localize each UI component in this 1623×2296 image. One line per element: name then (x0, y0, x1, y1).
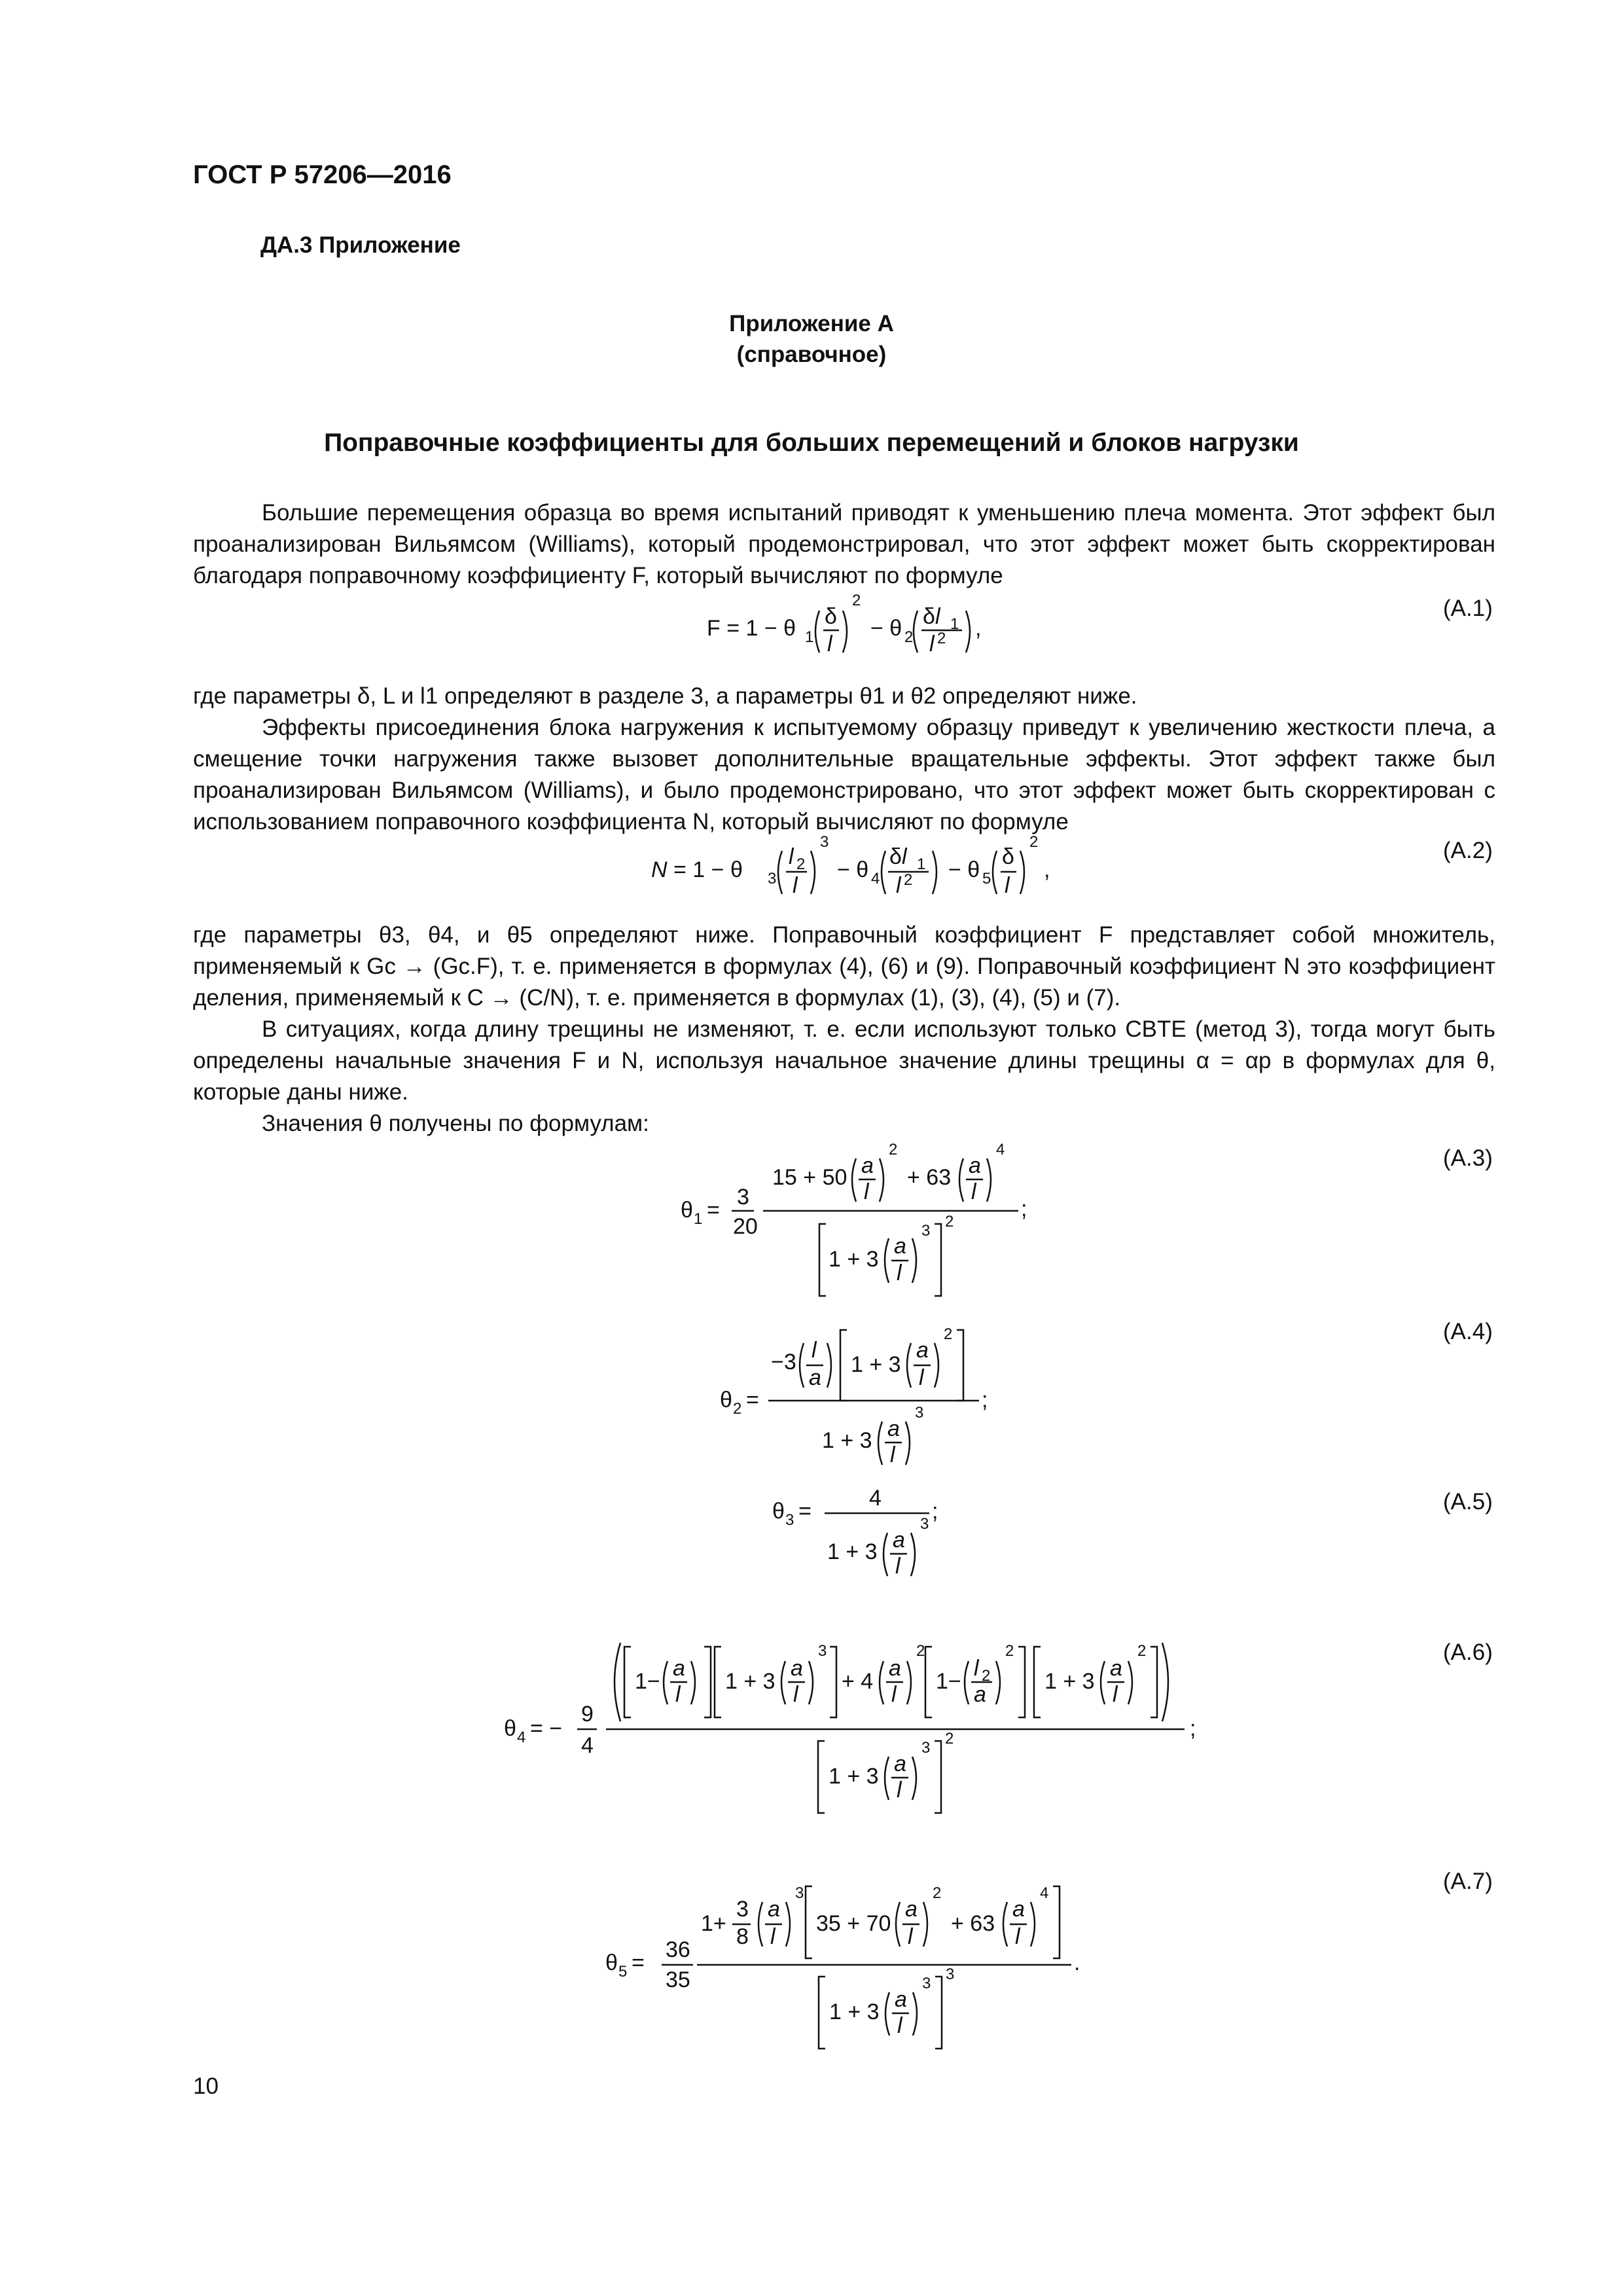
svg-text:;: ; (932, 1499, 938, 1524)
equation-a1 (707, 592, 1047, 677)
svg-text:l: l (1015, 1924, 1020, 1949)
svg-text:2: 2 (1029, 833, 1039, 851)
svg-text:l: l (1113, 1682, 1118, 1707)
svg-text:3: 3 (820, 833, 829, 851)
appendix-name: Приложение А (729, 311, 894, 336)
svg-text:4: 4 (869, 1486, 882, 1511)
svg-text:9: 9 (581, 1702, 594, 1727)
svg-text:3: 3 (795, 1884, 804, 1902)
svg-text:− θ: − θ (837, 857, 869, 882)
svg-text:l: l (890, 1443, 895, 1467)
svg-text:− θ: − θ (870, 616, 902, 641)
paragraph-3-text: Эффекты присоединения блока нагружения к испытуемому образцу приведут к увеличению жесткости плеча, а смещение точки нагружения также вызовет дополнительные вращательные эффекты. Этот эффект также был проанализирован Вильямсом (Williams), и было продемонстрировано, что этот эффект может быть скорректирован с использованием поправочного коэффициента N, который вычисляют по формуле (193, 715, 1495, 834)
svg-text:1+: 1+ (701, 1911, 726, 1936)
svg-text:l: l (897, 1778, 902, 1803)
svg-text:2: 2 (733, 1400, 742, 1418)
svg-text:a: a (673, 1656, 685, 1681)
svg-text:2: 2 (933, 1884, 942, 1902)
svg-text:θ: θ (681, 1198, 693, 1223)
svg-text:3: 3 (785, 1511, 794, 1529)
svg-text:,: , (1044, 857, 1050, 882)
svg-text:δl: δl (889, 844, 907, 869)
svg-text:1: 1 (950, 615, 959, 633)
svg-text:1−: 1− (635, 1669, 660, 1694)
svg-text:l: l (919, 1365, 924, 1390)
svg-text:l: l (896, 873, 901, 898)
paragraph-2 (193, 681, 1495, 838)
appendix-type: (справочное) (736, 342, 887, 367)
svg-text:l: l (793, 1682, 798, 1707)
svg-text:=: = (746, 1388, 759, 1412)
svg-text:N = 1 − θ: N = 1 − θ (651, 857, 743, 882)
svg-text:1 + 3: 1 + 3 (725, 1669, 776, 1694)
svg-text:4: 4 (996, 1141, 1005, 1158)
svg-text:36: 36 (666, 1937, 690, 1962)
svg-text:θ: θ (720, 1388, 732, 1412)
svg-text:a: a (916, 1338, 929, 1363)
svg-text:l: l (827, 632, 832, 656)
svg-text:;: ; (982, 1388, 988, 1412)
page-number: 10 (193, 2073, 219, 2099)
eq-number-a6: (A.6) (1443, 1640, 1493, 1665)
svg-text:3: 3 (921, 1739, 931, 1757)
svg-text:2: 2 (1005, 1642, 1014, 1660)
svg-text:a: a (1012, 1897, 1025, 1922)
appendix-title: Поправочные коэффициенты для больших перемещений и блоков нагрузки (324, 429, 1299, 457)
svg-text:1 + 3: 1 + 3 (1044, 1669, 1095, 1694)
svg-text:a: a (791, 1656, 803, 1681)
equation-a2 (651, 831, 1096, 916)
svg-text:4: 4 (1040, 1884, 1049, 1902)
svg-text:;: ; (1021, 1196, 1027, 1221)
svg-text:3: 3 (946, 1965, 955, 1983)
eq-number-a4: (A.4) (1443, 1319, 1493, 1344)
svg-text:2: 2 (945, 1730, 954, 1748)
equation-a5 (772, 1479, 982, 1590)
svg-text:1: 1 (917, 855, 926, 873)
svg-text:l: l (812, 1338, 817, 1363)
svg-text:l: l (895, 1554, 901, 1579)
svg-text:− θ: − θ (948, 857, 980, 882)
svg-text:=: = (707, 1198, 720, 1223)
svg-text:2: 2 (1137, 1642, 1147, 1660)
svg-text:a: a (894, 1234, 906, 1259)
paragraph-1 (193, 497, 1495, 592)
svg-text:1−: 1− (936, 1669, 961, 1694)
svg-text:a: a (893, 1528, 905, 1552)
paragraph-4-text: где параметры θ3, θ4, и θ5 определяют ниже. Поправочный коэффициент F представляет собой множитель, применяемый к Gc → (Gc.F), т. е. применяется в формулах (4), (6) и (9). Поправочный коэффициент N это коэффициент деления, применяемый к C → (C/N), т. е. применяется в формулах (1), (3), (4), (5) и (7). (193, 922, 1495, 1011)
svg-text:a: a (861, 1153, 874, 1178)
svg-text:3: 3 (915, 1404, 924, 1422)
svg-text:a: a (889, 1656, 901, 1681)
svg-text:=: = (632, 1950, 645, 1975)
svg-text:+ 63: + 63 (951, 1911, 995, 1936)
standard-code: ГОСТ Р 57206—2016 (193, 160, 452, 189)
svg-text:a: a (809, 1365, 821, 1390)
svg-text:δ: δ (825, 604, 837, 629)
svg-text:5: 5 (982, 870, 991, 888)
equation-a6 (504, 1623, 1237, 1820)
svg-text:1 + 3: 1 + 3 (827, 1539, 878, 1564)
eq-number-a5: (A.5) (1443, 1489, 1493, 1515)
svg-text:δl: δl (923, 604, 940, 629)
svg-text:l: l (929, 632, 935, 656)
svg-text:;: ; (1190, 1716, 1196, 1741)
svg-text:a: a (768, 1897, 780, 1922)
svg-text:l: l (1005, 873, 1010, 898)
paragraph-1-text: Большие перемещения образца во время испытаний приводят к уменьшению плеча момента. Этот эффект был проанализирован Вильямсом (Williams), который продемонстрировал, что этот эффект может быть скорректирован благодаря поправочному коэффициенту F, который вычисляют по формуле (193, 500, 1495, 588)
svg-text:4: 4 (581, 1733, 594, 1758)
svg-text:5: 5 (618, 1963, 628, 1981)
section-label: ДА.3 Приложение (260, 232, 461, 258)
svg-text:a: a (887, 1416, 900, 1441)
svg-text:1: 1 (805, 628, 814, 646)
svg-text:l: l (675, 1682, 681, 1707)
svg-text:20: 20 (733, 1214, 758, 1239)
svg-text:.: . (1074, 1950, 1080, 1975)
svg-text:1 + 3: 1 + 3 (822, 1428, 872, 1453)
svg-text:l: l (789, 844, 794, 869)
svg-text:θ: θ (772, 1499, 785, 1524)
svg-text:2: 2 (796, 855, 806, 873)
equation-a7 (605, 1852, 1116, 2049)
svg-text:1 + 3: 1 + 3 (829, 1247, 879, 1272)
svg-text:2: 2 (982, 1667, 991, 1685)
svg-text:l: l (897, 1261, 902, 1285)
eq-number-a3: (A.3) (1443, 1145, 1493, 1171)
svg-text:=: = (798, 1499, 812, 1524)
svg-text:4: 4 (517, 1729, 526, 1746)
svg-text:2: 2 (916, 1642, 925, 1660)
svg-text:,: , (975, 616, 982, 641)
svg-text:l: l (974, 1656, 979, 1681)
svg-text:2: 2 (937, 630, 946, 647)
svg-text:8: 8 (736, 1924, 749, 1949)
eq-number-a1: (A.1) (1443, 596, 1493, 621)
svg-text:3: 3 (922, 1975, 931, 1992)
svg-text:+ 63: + 63 (907, 1165, 952, 1190)
paragraph-5-text: В ситуациях, когда длину трещины не изменяют, т. е. если используют только CBTE (метод 3), тогда могут быть определены начальные значения F и N, используя начальное значение длины трещины α = αp в формулах для θ, которые даны ниже. (193, 1016, 1495, 1105)
svg-text:+ 4: + 4 (842, 1669, 874, 1694)
svg-text:l: l (891, 1682, 897, 1707)
svg-text:= −: = − (530, 1716, 563, 1741)
svg-text:15 + 50: 15 + 50 (772, 1165, 847, 1190)
svg-text:3: 3 (736, 1897, 749, 1922)
svg-text:l: l (793, 873, 798, 898)
svg-text:2: 2 (904, 871, 913, 889)
svg-text:3: 3 (921, 1222, 931, 1240)
svg-text:4: 4 (871, 870, 880, 888)
svg-text:1 + 3: 1 + 3 (829, 2000, 880, 2024)
svg-text:a: a (894, 1751, 906, 1776)
svg-text:35: 35 (666, 1967, 690, 1992)
svg-text:a: a (974, 1682, 986, 1707)
eq-number-a2: (A.2) (1443, 838, 1493, 863)
svg-text:l: l (864, 1179, 869, 1204)
svg-text:2: 2 (944, 1325, 953, 1343)
paragraph-4 (193, 920, 1495, 1139)
svg-text:l: l (897, 2013, 902, 2038)
svg-text:1: 1 (694, 1210, 703, 1228)
svg-text:2: 2 (904, 628, 914, 646)
svg-text:F = 1 − θ: F = 1 − θ (707, 616, 796, 641)
svg-text:3: 3 (768, 870, 777, 888)
svg-text:3: 3 (818, 1642, 827, 1660)
svg-text:2: 2 (889, 1141, 898, 1158)
svg-text:θ: θ (504, 1716, 516, 1741)
equation-a4 (720, 1309, 1021, 1479)
svg-text:1 + 3: 1 + 3 (851, 1352, 901, 1377)
svg-text:3: 3 (920, 1515, 929, 1533)
svg-text:θ: θ (605, 1950, 618, 1975)
svg-text:1 + 3: 1 + 3 (829, 1764, 879, 1789)
svg-text:δ: δ (1002, 844, 1014, 869)
svg-text:−3: −3 (771, 1350, 796, 1374)
svg-text:35 + 70: 35 + 70 (816, 1911, 891, 1936)
paragraph-2-text: где параметры δ, L и l1 определяют в разделе 3, а параметры θ1 и θ2 определяют ниже. (193, 683, 1137, 709)
svg-text:a: a (895, 1987, 907, 2012)
equation-a3 (681, 1139, 1047, 1316)
svg-text:3: 3 (737, 1185, 749, 1210)
svg-text:l: l (770, 1924, 776, 1949)
svg-text:2: 2 (852, 592, 861, 609)
paragraph-6-text: Значения θ получены по формулам: (262, 1111, 649, 1136)
svg-text:a: a (905, 1897, 918, 1922)
svg-text:l: l (908, 1924, 913, 1949)
svg-text:l: l (971, 1179, 976, 1204)
svg-text:a: a (969, 1153, 981, 1178)
svg-text:2: 2 (945, 1213, 954, 1230)
svg-text:a: a (1110, 1656, 1122, 1681)
eq-number-a7: (A.7) (1443, 1869, 1493, 1894)
